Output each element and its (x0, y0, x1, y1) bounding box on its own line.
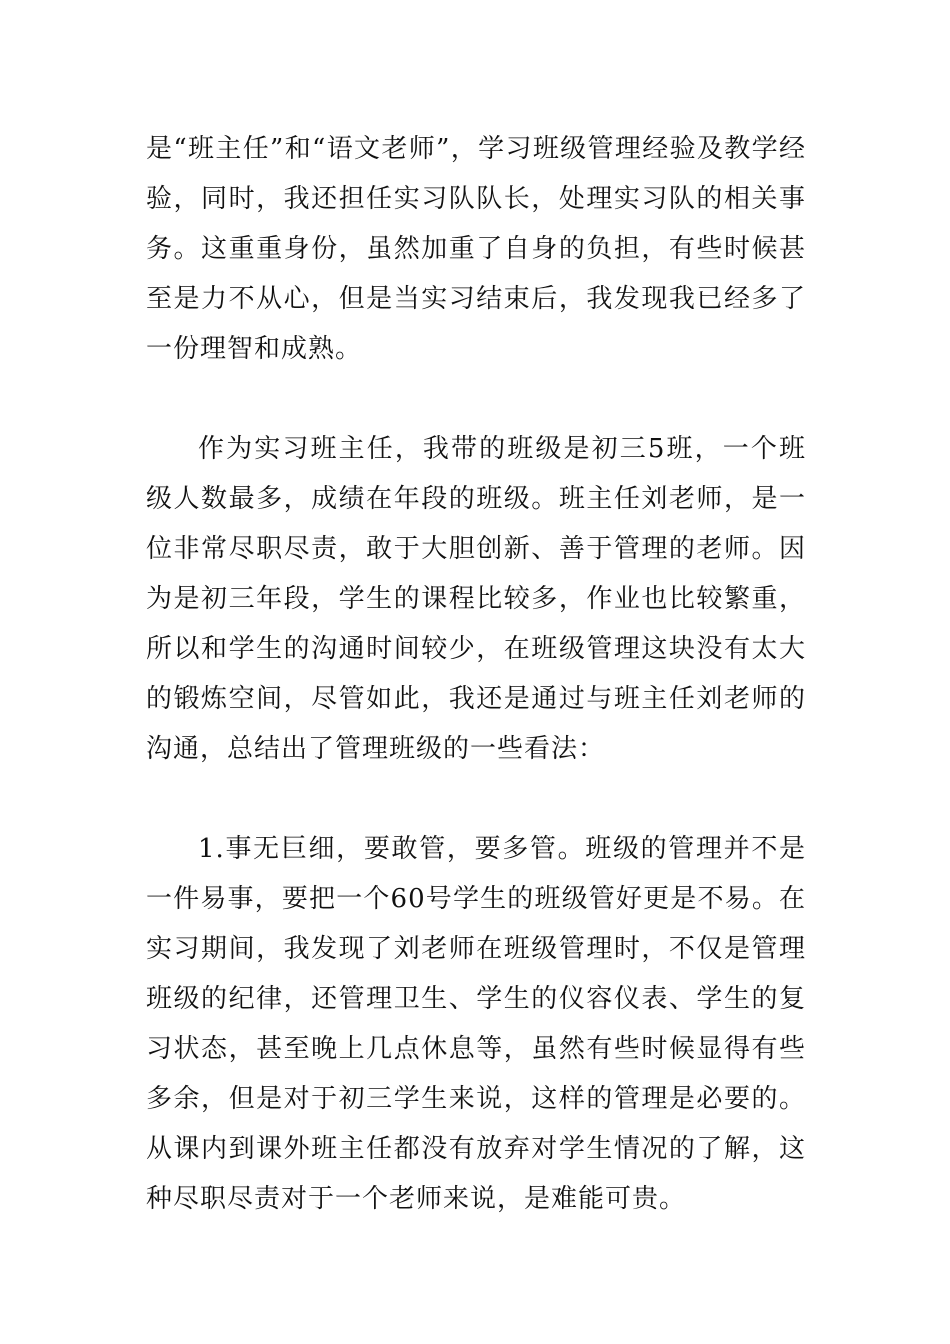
paragraph-2: 作为实习班主任，我带的班级是初三5班，一个班级人数最多，成绩在年段的班级。班主任刘老师，是一位非常尽职尽责，敢于大胆创新、善于管理的老师。因为是初三年段，学生的课程比较多，作业也比较繁重，所以和学生的沟通时间较少，在班级管理这块没有太大的锻炼空间，尽管如此，我还是通过与班主任刘老师的沟通，总结出了管理班级的一些看法： (146, 434, 806, 764)
paragraph-3: 1.事无巨细，要敢管，要多管。班级的管理并不是一件易事，要把一个60号学生的班级管好更是不易。在实习期间，我发现了刘老师在班级管理时，不仅是管理班级的纪律，还管理卫生、学生的仪容仪表、学生的复习状态，甚至晚上几点休息等，虽然有些时候显得有些多余，但是对于初三学生来说，这样的管理是必要的。从课内到课外班主任都没有放弃对学生情况的了解，这种尽职尽责对于一个老师来说，是难能可贵。 (146, 834, 806, 1214)
paragraph-gap (146, 774, 806, 824)
paragraph-gap (146, 374, 806, 424)
paragraph-1: 是“班主任”和“语文老师”，学习班级管理经验及教学经验，同时，我还担任实习队队长，处理实习队的相关事务。这重重身份，虽然加重了自身的负担，有些时候甚至是力不从心，但是当实习结束后，我发现我已经多了一份理智和成熟。 (146, 134, 806, 364)
document-page (146, 124, 806, 1224)
